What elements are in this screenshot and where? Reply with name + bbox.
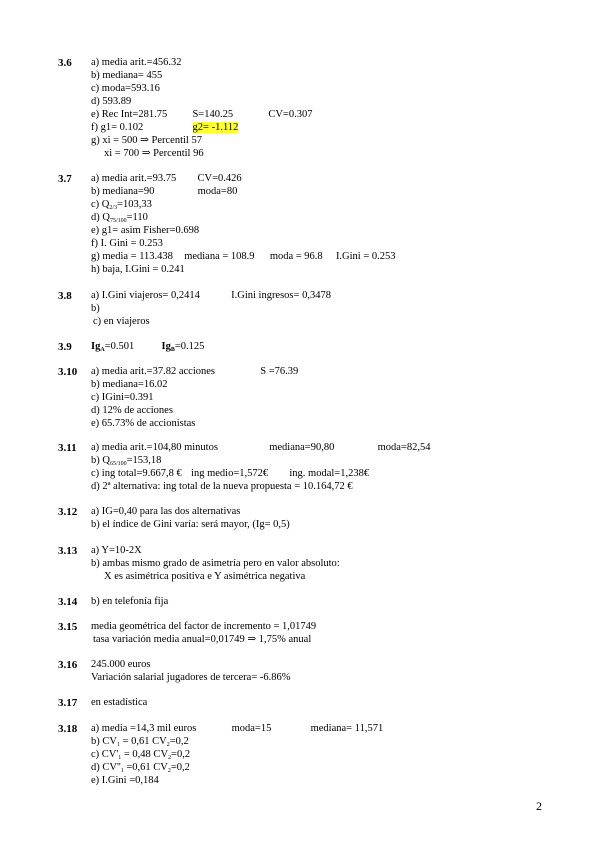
exercise-number: 3.16	[58, 659, 78, 671]
answer-c: c) moda=593.16	[91, 83, 160, 94]
page-number: 2	[536, 799, 542, 813]
answer-c	[91, 468, 369, 480]
g-median: mediana = 108.9	[184, 251, 255, 262]
median: mediana=90,80	[269, 442, 335, 453]
answer-a: a) media arit.=456.32	[91, 57, 182, 68]
exercise-number: 3.18	[58, 723, 78, 735]
euros-amount: 245.000 euros	[91, 659, 151, 670]
salary-variation: Variación salarial jugadores de tercera= -6.86%	[91, 672, 291, 683]
answer-h: h) baja, I.Gini = 0.241	[91, 264, 185, 275]
cv: CV=0.426	[197, 173, 242, 184]
answer-b: b) $CV_1 = 0,61$ $CV_2=0,2$	[91, 736, 189, 748]
answer-d: d) $CV''_1 =0,61$ $CV_2=0,2$	[91, 762, 190, 774]
mean-income: ing medio=1,572€	[191, 468, 269, 479]
answer: en estadística	[91, 697, 148, 708]
g2-highlight: g2= -1.112	[192, 122, 239, 133]
exercise-number: 3.7	[58, 173, 72, 185]
answer-b-2: X es asimétrica positiva e Y asimétrica negativa	[104, 571, 306, 582]
g-gini: I.Gini = 0.253	[335, 251, 396, 262]
gini-travelers: a) I.Gini viajeros= 0,2414	[91, 290, 200, 301]
answer-b: b) el índice de Gini varía: será mayor, (Ig= 0,5)	[91, 519, 290, 530]
answer-a	[91, 290, 331, 302]
exercise-number: 3.14	[58, 596, 78, 608]
gini-income: I.Gini ingresos= 0,3478	[231, 290, 331, 301]
answer-e: e) 65.73% de accionistas	[91, 418, 196, 429]
exercise-number: 3.10	[58, 366, 78, 378]
annual-rate: tasa variación media anual=0,01749 ⇒ 1,75% anual	[93, 634, 312, 645]
exercise-number: 3.6	[58, 57, 72, 69]
answer-f: f) I. Gini = 0.253	[91, 238, 163, 249]
answer-d: d) 593.89	[91, 96, 132, 107]
answer-d: d) 2ª alternativa: ing total de la nueva propuesta = 10.164,72 €	[91, 481, 353, 492]
exercise-number: 3.13	[58, 545, 78, 557]
answer-g: g) xi = 500 ⇒ Percentil 57	[91, 135, 202, 146]
answer-c: c) IGini=0.391	[91, 392, 154, 403]
mode: moda=80	[197, 186, 238, 197]
g-mean: g) media = 113.438	[91, 251, 173, 262]
g1-value: f) g1= 0.102	[91, 122, 144, 133]
answer-d: d) $Q_{75/100}=110$	[91, 212, 148, 224]
answer-b: b) mediana= 455	[91, 70, 163, 81]
exercise-number: 3.15	[58, 621, 78, 633]
cv: CV=0.307	[268, 109, 313, 120]
answer-b: b)	[91, 303, 100, 314]
std-dev: S=140.25	[192, 109, 234, 120]
answer-a: $Ig_A=0.501$ $Ig_B=0.125$	[91, 341, 205, 353]
std-dev: S =76.39	[260, 366, 299, 377]
exercise-number: 3.8	[58, 290, 72, 302]
answer-b: b) en telefonía fija	[91, 596, 169, 607]
answer-a	[91, 173, 242, 185]
answer-e: e) I.Gini =0,184	[91, 775, 159, 786]
answer-e	[91, 109, 312, 121]
answer-a: a) Y=10-2X	[91, 545, 142, 556]
answer-b: b) ambas mismo grado de asimetría pero en valor absoluto:	[91, 558, 340, 569]
total-income: c) ing total=9.667,8 €	[91, 468, 182, 479]
answer-a	[91, 442, 430, 454]
mean: a) media arit.=93.75	[91, 173, 177, 184]
answer-g	[91, 251, 396, 263]
answer-f	[91, 122, 238, 134]
median: b) mediana=90	[91, 186, 155, 197]
answer-a	[91, 366, 298, 378]
answer-d: d) 12% de acciones	[91, 405, 173, 416]
answer-a: a) IG=0,40 para las dos alternativas	[91, 506, 241, 517]
mode: moda=15	[231, 723, 272, 734]
mean: a) media arit.=37.82 acciones	[91, 366, 215, 377]
median: mediana= 11,571	[310, 723, 384, 734]
exercise-number: 3.11	[58, 442, 77, 454]
answer-c: c) en viajeros	[93, 316, 150, 327]
answer-g-2: xi = 700 ⇒ Percentil 96	[104, 148, 204, 159]
exercise-number: 3.9	[58, 341, 72, 353]
answer-b: b) $Q_{65/100}=153,18$	[91, 455, 162, 467]
answer-a	[91, 723, 383, 735]
exercise-number: 3.17	[58, 697, 78, 709]
exercise-number: 3.12	[58, 506, 78, 518]
g-mode: moda = 96.8	[269, 251, 323, 262]
rec-int: e) Rec Int=281.75	[91, 109, 168, 120]
mode: moda=82,54	[377, 442, 431, 453]
mean: a) media =14,3 mil euros	[91, 723, 197, 734]
mean: a) media arit.=104,80 minutos	[91, 442, 218, 453]
answer-c: c) $CV'_1 = 0,48$ $CV_2=0,2$	[91, 749, 191, 761]
answer-b: b) mediana=16.02	[91, 379, 168, 390]
answer-b	[91, 186, 237, 198]
geometric-mean: media geométrica del factor de incremento = 1,01749	[91, 621, 317, 632]
answer-c: c) $Q_{2/3}=103,33$	[91, 199, 152, 211]
modal-income: ing. modal=1,238€	[289, 468, 370, 479]
answer-e: e) g1= asim Fisher=0.698	[91, 225, 200, 236]
